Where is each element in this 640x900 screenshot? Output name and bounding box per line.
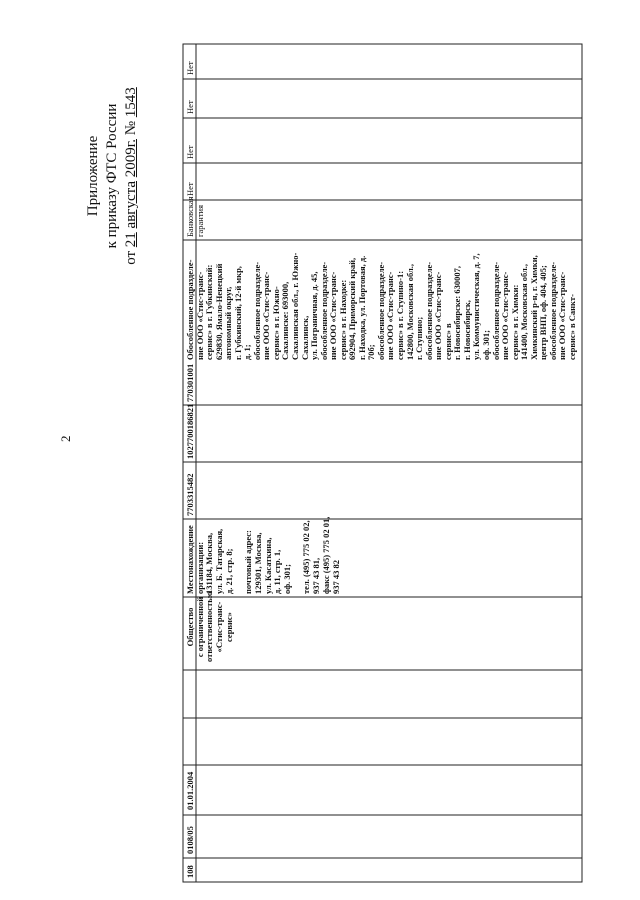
- row-code: 0108/05: [185, 826, 195, 854]
- org-ogrn: 1027700186821: [185, 403, 195, 459]
- order-month: августа: [123, 180, 139, 229]
- row-date: 01.01.2004: [185, 771, 195, 810]
- flag-no-3: Нет: [185, 100, 195, 114]
- org-inn: 7703315482: [185, 473, 195, 516]
- appendix-order-ref: к приказу ФТС России: [104, 103, 120, 249]
- page-number: 2: [58, 435, 73, 442]
- flag-no-2: Нет: [185, 145, 195, 159]
- org-name: Общество с ограниченной ответственностью «Стис-транс- сервис»: [185, 591, 234, 662]
- appendix-title: Приложение: [85, 135, 101, 217]
- org-address: Местонахождение организации: 131184, Москва, ул. Б. Татарская, д. 21, стр. 8; почтовый адрес: 129301, Москва, ул. Касаткина, д. 11, стр. 1, оф. 301; тел. (495) 775 02 02, 937 43 81, факс (495) 775 02 01, 937 43 82: [185, 516, 341, 594]
- org-divisions: Обособленное подразделе- ние ООО «Стис-транс- сервис» в г. Губкинский: 629830, Ямало-Ненецкий автономный округ, г. Губкинский, 12-й мкр, д. 1; обособленное подразделе- ние ООО «Стис-транс- сервис» в г. Южно- Сахалинске: 693000, Сахалинская обл., г. Южно- Сахалинск, ул. Пограничная, д. 45, обособленное подразделе- ние ООО «Стис-транс- сервис» в г. Находке: 692904, Приморский край, г. Находка, ул. Портовая, д. 70б; обособленное подразделе- ние ООО «Стис-транс- сервис» в г. Ступино-1: 142800, Московская обл., г. Ступино; обособленное подразделе- ние ООО «Стис-транс- сервис» в г. Новосибирске: 630007, г. Новосибирск, ул. Коммунистическая, д. 7, оф. 301; обособленное подразделе- ние ООО «Стис-транс- сервис» в г. Химки: 141400, Московская обл., Химкинский р-н, г. Химки, центр ВНП, оф. 404, 405; обособленное подразделе- ние ООО «Стис-транс- сервис» в Санкт-: [185, 252, 577, 360]
- order-day: 21: [123, 232, 139, 248]
- order-year: 2009г.: [123, 139, 139, 178]
- order-number: 1543: [123, 87, 139, 118]
- org-kpp: 770301001: [185, 363, 195, 402]
- flag-no-4: Нет: [185, 61, 195, 75]
- flag-no-1: Нет: [185, 182, 195, 196]
- appendix-date-line: от 21 августа 2009г. № 1543: [123, 87, 139, 265]
- guarantee-type: Банковская гарантия: [185, 196, 205, 237]
- row-number: 108: [185, 865, 195, 878]
